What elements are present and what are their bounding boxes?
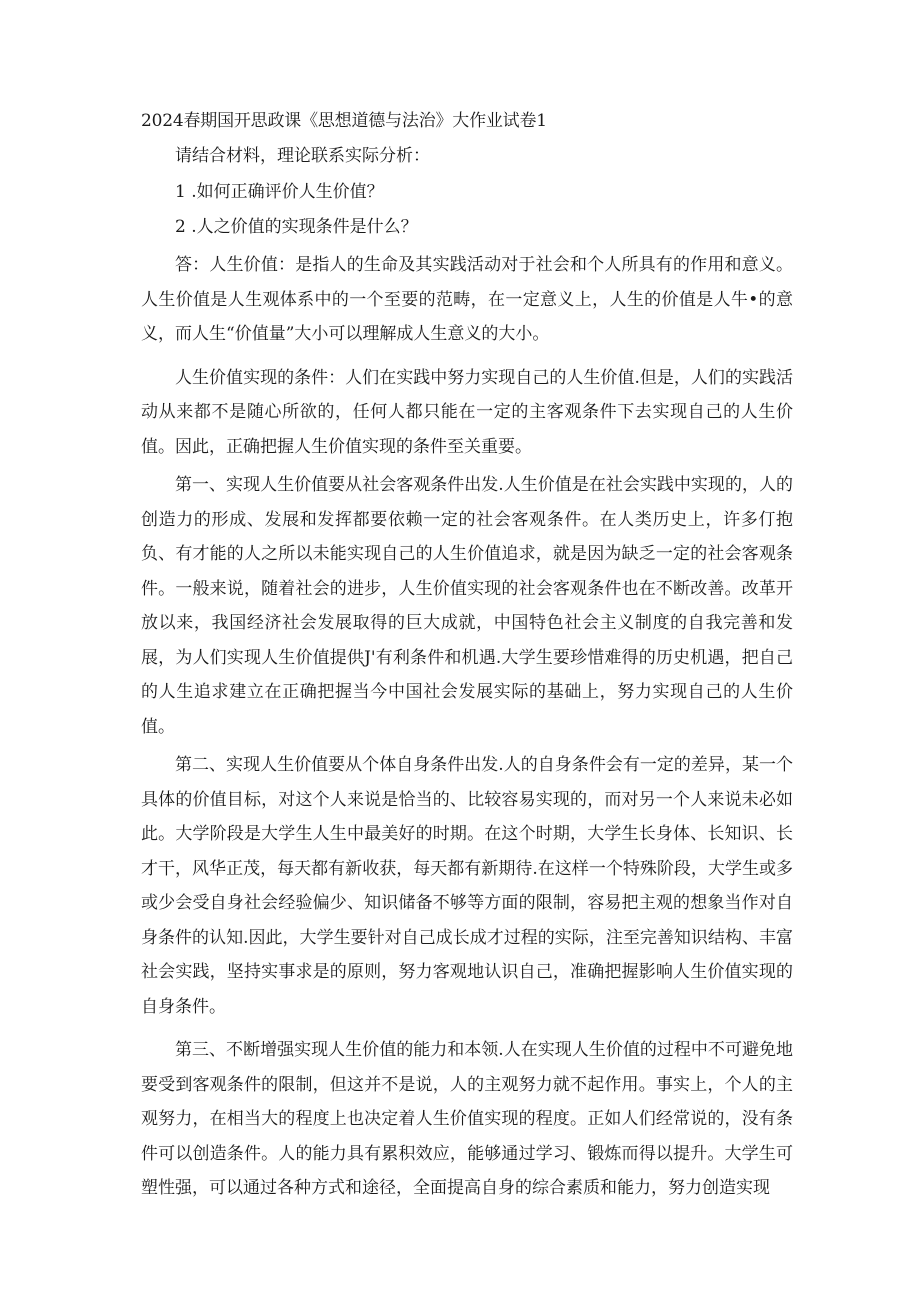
question-1: 1 .如何正确评价人生价值？: [175, 182, 384, 202]
document-page: [141, 104, 793, 1206]
intro-text: 请结合材料，理论联系实际分析：: [175, 145, 430, 166]
answer-paragraph-definition: 答：人生价值：是指人的生命及其实践活动对于社会和个人所具有的作用和意义。人生价值是人生观体系中的一个至要的范畴，在一定意义上，人生的价值是人牛•的意义，而人生“价值量”大小可以理解成人生意义的大小。: [141, 255, 793, 344]
question-2: 2 .人之价值的实现条件是什么？: [175, 216, 418, 237]
answer-paragraph-second: 第二、实现人生价值要从个体自身条件出发.人的自身条件会有一定的差异，某一个具体的价值目标，对这个人来说是恰当的、比较容易实现的，而对另一个人来说未必如此。大学阶段是大学生人生中最美好的时期。在这个时期，大学生长身体、长知识、长才干，风华正茂，每天都有新收获，每天都有新期待.在这样一个特殊阶段，大学生或多或少会受自身社会经验偏少、知识储备不够等方面的限制，容易把主观的想象当作对自身条件的认知.因此，大学生要针对自己成长成才过程的实际，注至完善知识结构、丰富社会实践，坚持实事求是的原则，努力客观地认识自己，准确把握影响人生价值实现的自身条件。: [141, 755, 793, 1017]
answer-paragraph-third: 第三、不断增强实现人生价值的能力和本领.人在实现人生价值的过程中不可避免地要受到客观条件的限制，但这并不是说，人的主观努力就不起作用。事实上，个人的主观努力，在相当大的程度上也决定着人生价值实现的程度。正如人们经常说的，没有条件可以创造条件。人的能力具有累积效应，能够通过学习、锻炼而得以提升。大学生可塑性强，可以通过各种方式和途径，全面提高自身的综合素质和能力，努力创造实现: [141, 1040, 793, 1198]
answer-paragraph-first: 第一、实现人生价值要从社会客观条件出发.人生价值是在社会实践中实现的，人的创造力的形成、发展和发挥都要依赖一定的社会客观条件。在人类历史上，许多仃抱负、有才能的人之所以未能实现自己的人生价值追求，就是因为缺乏一定的社会客观条件。一般来说，随着社会的进步，人生价值实现的社会客观条件也在不断改善。改革开放以来，我国经济社会发展取得的巨大成就，中国特色社会主义制度的自我完善和发展，为人们实现人生价值提供J'有利条件和机遇.大学生要珍惜难得的历史机遇，把自己的人生追求建立在正确把握当今中国社会发展实际的基础上，努力实现自己的人生价值。: [141, 475, 793, 737]
document-title: 2024春期国开思政课《思想道德与法治》大作业试卷1: [141, 111, 547, 131]
answer-paragraph-conditions: 人生价值实现的条件：人们在实践中努力实现自己的人生价值.但是，人们的实践活动从来都不是随心所欲的，任何人都只能在一定的主客观条件下去实现自己的人生价值。因此，正确把握人生价值实现的条件至关重要。: [141, 367, 793, 457]
